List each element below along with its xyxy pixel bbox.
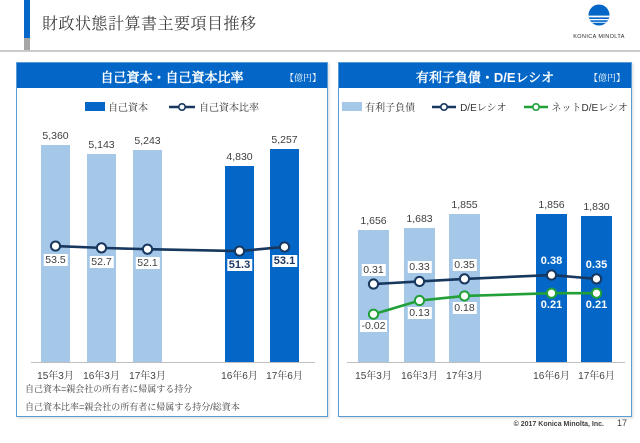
bar-value-label: 5,257 [271,134,298,146]
title-accent-bar [24,0,30,38]
debt-chart-legend [339,99,631,114]
equity-chart-legend [17,99,327,114]
line-value-label: 0.13 [409,306,430,319]
bar-swatch-icon [85,102,105,111]
debt-chart-plot [339,63,631,416]
debt-chart-panel [338,62,632,417]
x-axis-label: 16年3月 [83,371,120,382]
equity-chart-panel [16,62,328,417]
line-value-label: 53.5 [45,254,66,267]
legend-label: 自己資本 [108,103,148,114]
bar [449,214,480,362]
bar [404,228,435,362]
line-value-label: 0.38 [540,255,563,268]
legend-item-equity [85,99,148,114]
bar-swatch-icon [342,102,362,111]
bar-value-label: 1,855 [451,199,478,211]
line-value-label: 52.1 [137,257,158,270]
bar [536,214,567,362]
legend-item-debt [342,99,415,114]
line-value-label: 52.7 [91,255,112,268]
debt-chart-header [339,63,631,88]
line-marker-icon [523,102,549,112]
x-axis-label: 17年3月 [446,371,483,382]
bar-value-label: 5,243 [134,135,161,147]
x-axis-label: 17年6月 [578,371,615,382]
line-value-label: -0.02 [361,320,386,333]
konica-minolta-logo [566,4,632,40]
legend-item-de-ratio [431,99,506,114]
x-axis-line [347,362,625,363]
page-number: 17 [616,418,627,428]
bar-value-label: 1,683 [406,213,433,225]
x-axis-label: 16年3月 [401,371,438,382]
line-value-label: 0.33 [409,261,430,274]
x-axis-label: 16年6月 [533,371,570,382]
line-value-label: 0.21 [540,299,563,312]
globe-icon [587,4,611,28]
line-value-label: 0.31 [363,264,384,277]
bar [581,216,612,362]
legend-label: D/Eレシオ [460,103,507,114]
x-axis-label: 15年3月 [37,371,74,382]
footnote: 自己資本比率=親会社の所有者に帰属する持分/総資本 [25,402,240,412]
x-axis-label: 15年3月 [355,371,392,382]
equity-chart-plot [17,63,327,416]
legend-item-equity-ratio [168,99,259,114]
legend-label: 有利子負債 [365,103,416,114]
line-value-label: 53.1 [273,254,296,267]
page-title: 財政状態計算書主要項目推移 [42,16,257,33]
x-axis-label: 17年6月 [266,371,303,382]
x-axis-line [31,362,315,363]
line-value-label: 0.21 [585,299,608,312]
line-value-label: 51.3 [228,259,251,272]
bar [133,150,162,362]
line-marker-icon [168,102,196,112]
debt-chart-title: 有利子負債・D/Eレシオ [415,70,555,85]
bar-value-label: 5,360 [42,130,69,142]
debt-chart-unit: 【億円】 [588,73,625,83]
bar-value-label: 1,830 [583,201,610,213]
equity-chart-unit: 【億円】 [284,73,321,83]
equity-chart-footnotes [25,380,240,416]
legend-label: ネットD/Eレシオ [551,103,628,114]
line-value-label: 0.35 [454,258,475,271]
bar-value-label: 5,143 [88,139,115,151]
equity-chart-title: 自己資本・自己資本比率 [100,70,244,85]
x-axis-label: 17年3月 [129,371,166,382]
footnote: 自己資本=親会社の所有者に帰属する持分 [25,384,193,394]
copyright-text: © 2017 Konica Minolta, Inc. [513,421,604,428]
bar-value-label: 1,656 [360,215,387,227]
x-axis-label: 16年6月 [221,371,258,382]
line-marker-icon [431,102,457,112]
line-value-label: 0.35 [585,258,608,271]
header-divider [0,50,640,52]
legend-label: 自己資本比率 [199,103,259,114]
logo-wordmark: KONICA MINOLTA [573,34,625,40]
bar-value-label: 1,856 [538,199,565,211]
line-value-label: 0.18 [454,301,475,314]
legend-item-net-de-ratio [523,99,628,114]
bar-value-label: 4,830 [226,151,253,163]
equity-chart-header [17,63,327,88]
bar [358,230,389,362]
